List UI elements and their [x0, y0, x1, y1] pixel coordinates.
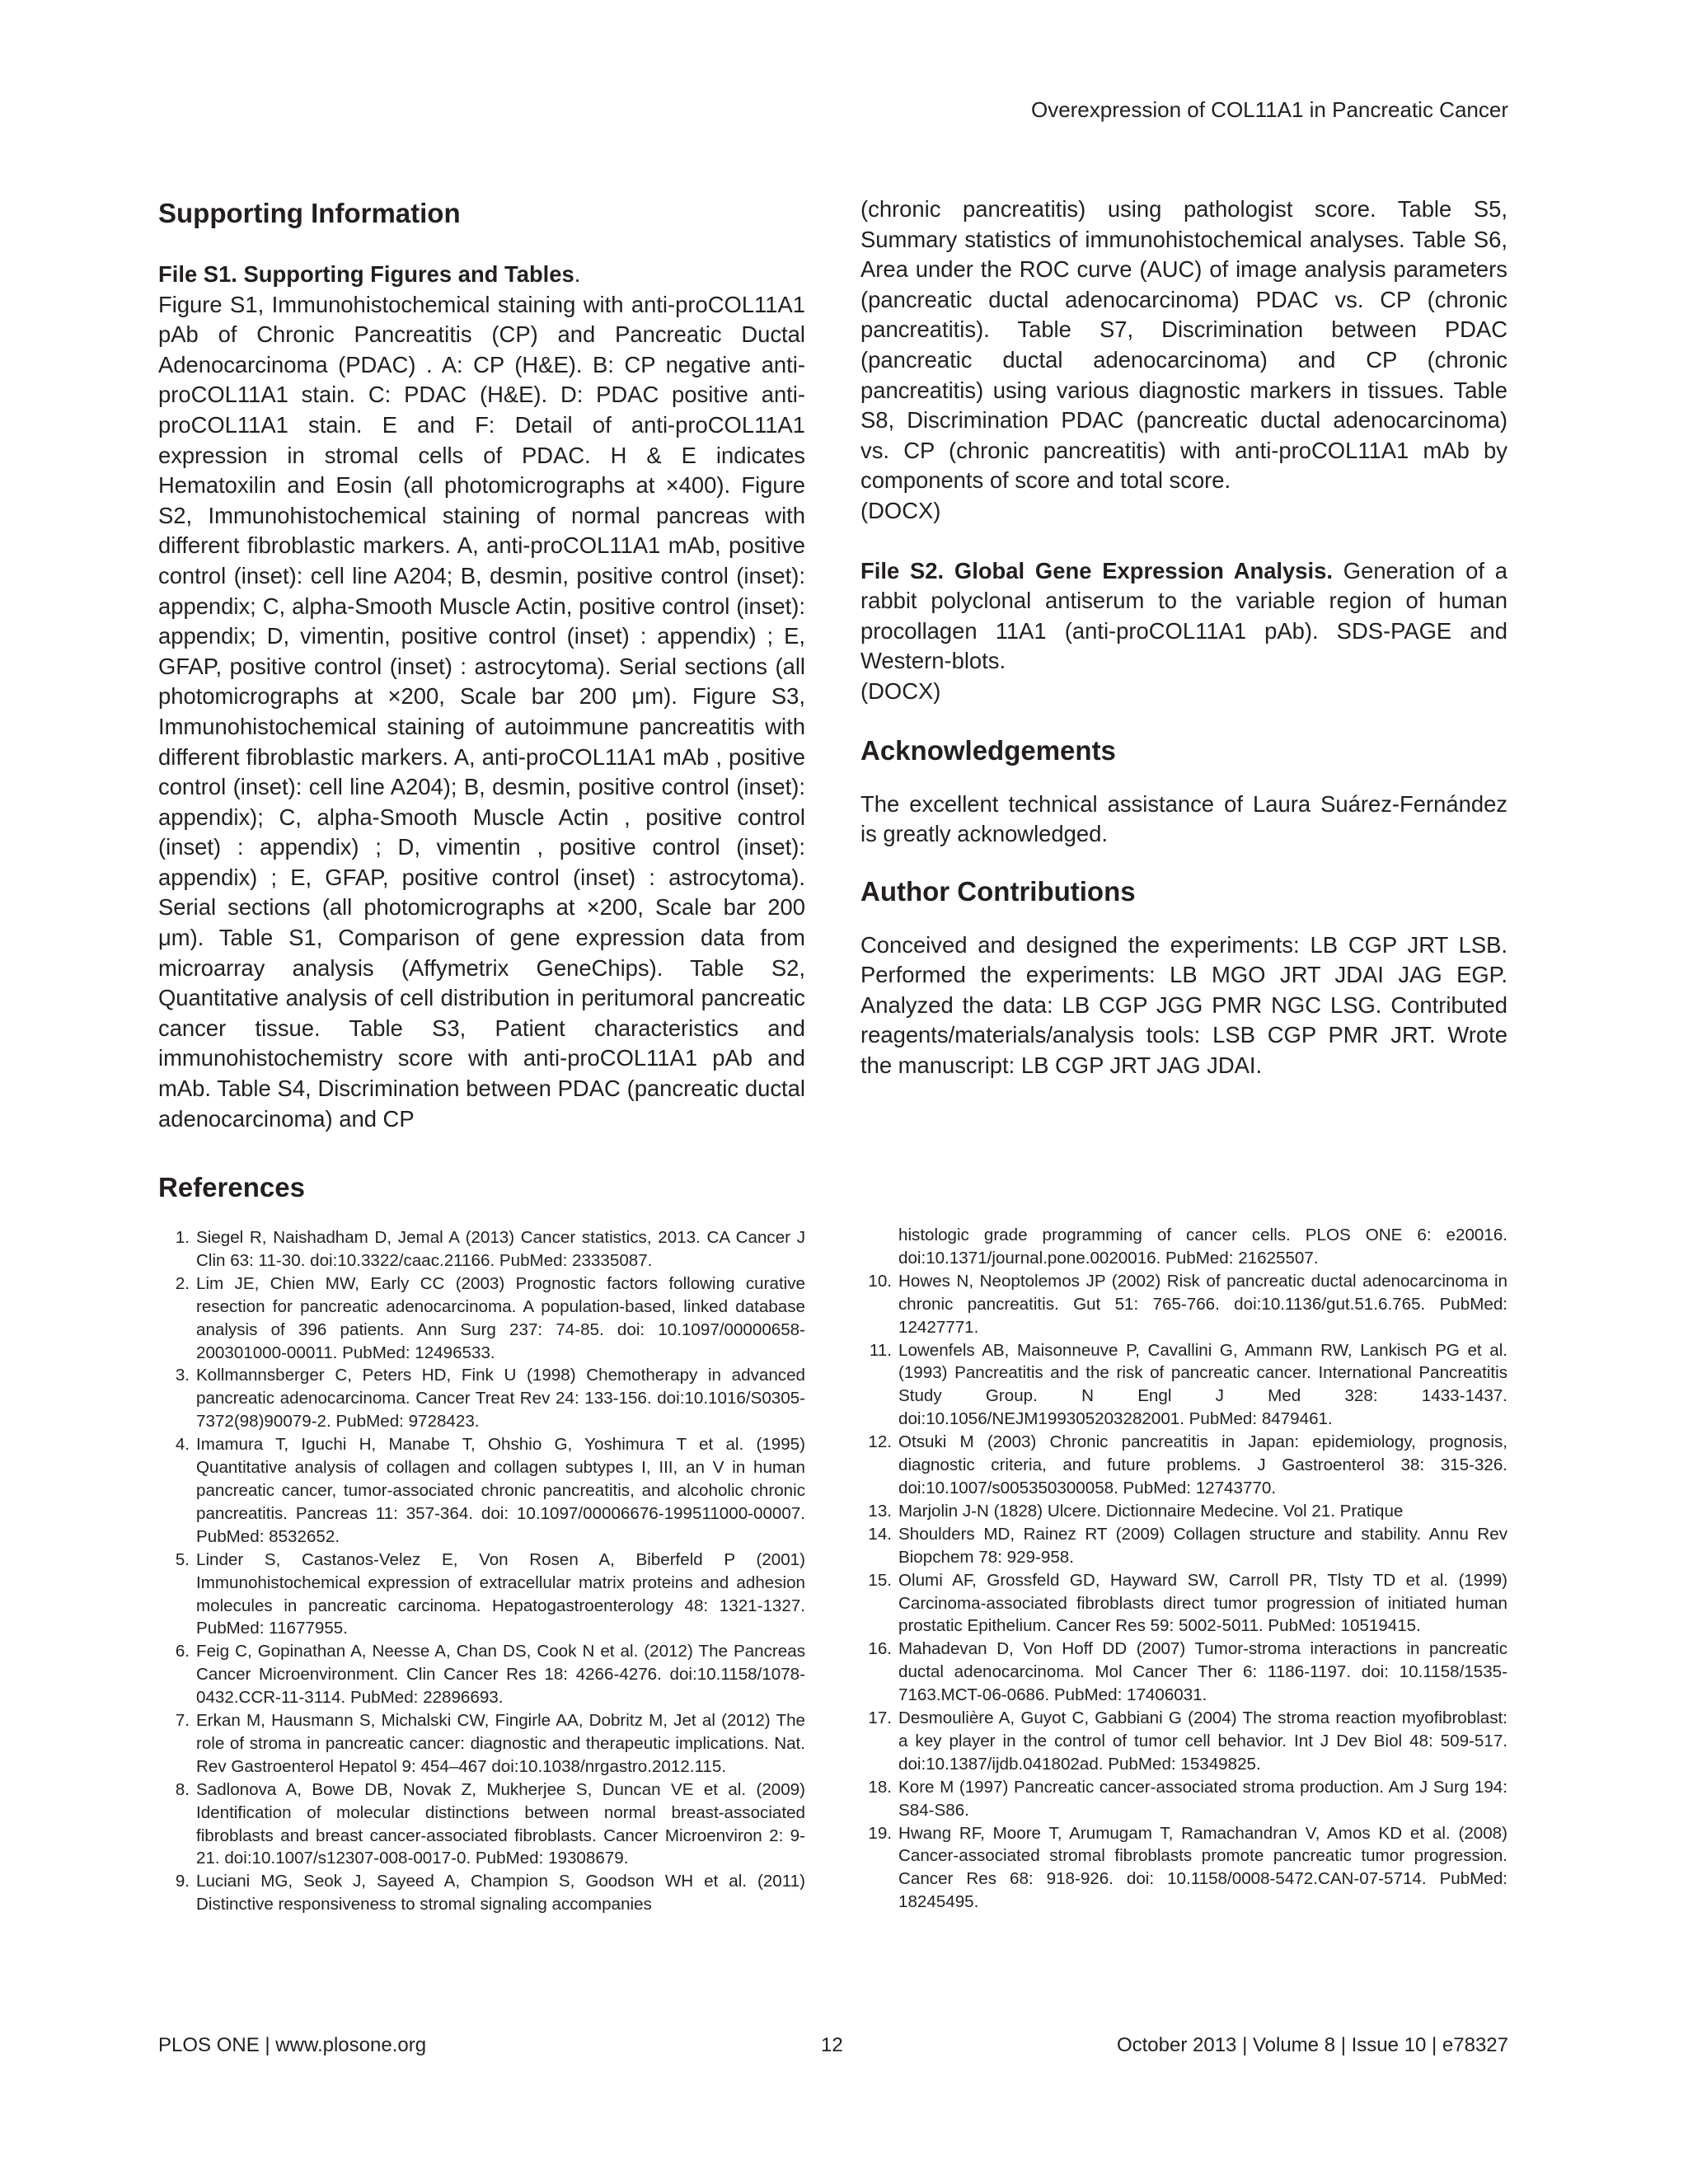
- reference-item: 4. Imamura T, Iguchi H, Manabe T, Ohshio G, Yoshimura T et al. (1995) Quantitative analysis of collagen and collagen subtypes I, III, an V in human pancreatic cancer, tumor-associated chronic pancreatitis, and alcoholic chronic pancreatitis. Pancreas 11: 357-364. doi: 10.1097/00006676-199511000-00007. PubMed: 8532652.: [175, 1435, 805, 1546]
- reference-item: 9. Luciani MG, Seok J, Sayeed A, Champion S, Goodson WH et al. (2011) Distinctive responsiveness to stromal signaling accompanies: [175, 1872, 805, 1915]
- reference-item: 6. Feig C, Gopinathan A, Neesse A, Chan DS, Cook N et al. (2012) The Pancreas Cancer Microenvironment. Clin Cancer Res 18: 4266-4276. doi:10.1158/1078-0432.CCR-11-3114. PubMed: 22896693.: [175, 1642, 805, 1708]
- reference-item: 3. Kollmannsberger C, Peters HD, Fink U (1998) Chemotherapy in advanced pancreatic adenocarcinoma. Cancer Treat Rev 24: 133-156. doi:10.1016/S0305-7372(98)90079-2. PubMed: 9728423.: [175, 1366, 805, 1432]
- file-s2-title: File S2. Global Gene Expression Analysis.: [860, 557, 1333, 583]
- reference-item: 13. Marjolin J-N (1828) Ulcere. Dictionnaire Medecine. Vol 21. Pratique: [868, 1501, 1404, 1521]
- references-list-left: [158, 1226, 805, 1916]
- reference-item: 12. Otsuki M (2003) Chronic pancreatitis in Japan: epidemiology, prognosis, diagnostic criteria, and future problems. J Gastroenterol 38: 315-326. doi:10.1007/s005350300058. PubMed: 12743770.: [868, 1432, 1507, 1497]
- file-s2-paragraph: [860, 556, 1507, 707]
- reference-item: 11. Lowenfels AB, Maisonneuve P, Cavallini G, Ammann RW, Lankisch PG et al. (1993) Pancreatitis and the risk of pancreatic cancer. International Pancreatitis Study Group. N Engl J Med 328: 1433-1437. doi:10.1056/NEJM199305203282001. PubMed: 8479461.: [869, 1340, 1507, 1429]
- running-header: Overexpression of COL11A1 in Pancreatic Cancer: [1030, 97, 1508, 122]
- footer-journal: PLOS ONE | www.plosone.org: [158, 2034, 427, 2056]
- file-s1-paragraph: File S1. Supporting Figures and Tables. Figure S1, Immunohistochemical staining with anti-proCOL11A1 pAb of Chronic Pancreatitis (CP) and Pancreatic Ductal Adenocarcinoma (PDAC) . A: CP (H&E). B: CP negative anti-proCOL11A1 stain. C: PDAC (H&E). D: PDAC positive anti-proCOL11A1 stain. E and F: Detail of anti-proCOL11A1 expression in stromal cells of PDAC. H & E indicates Hematoxilin and Eosin (all photomicrographs at ×400). Figure S2, Immunohistochemical staining of normal pancreas with different fibroblastic markers. A, anti-proCOL11A1 mAb, positive control (inset): cell line A204; B, desmin, positive control (inset): appendix; C, alpha-Smooth Muscle Actin, positive control (inset): appendix; D, vimentin, positive control (inset) : appendix) ; E, GFAP, positive control (inset) : astrocytoma). Serial sections (all photomicrographs at ×200, Scale bar 200 μm). Figure S3, Immunohistochemical staining of autoimmune pancreatitis with different fibroblastic markers. A, anti-proCOL11A1 mAb , positive control (inset): cell line A204); B, desmin, positive control (inset): appendix); C, alpha-Smooth Muscle Actin , positive control (inset) : appendix) ; D, vimentin , positive control (inset): appendix) ; E, GFAP, positive control (inset) : astrocytoma). Serial sections (all photomicrographs at ×200, Scale bar 200 μm). Table S1, Comparison of gene expression data from microarray analysis (Affymetrix GeneChips). Table S2, Quantitative analysis of cell distribution in peritumoral pancreatic cancer tissue. Table S3, Patient characteristics and immunohistochemistry score with anti-proCOL11A1 pAb and mAb. Table S4, Discrimination between PDAC (pancreatic ductal adenocarcinoma) and CP: [158, 261, 805, 1132]
- file-s1-title: File S1. Supporting Figures and Tables: [158, 261, 574, 287]
- file-s1-description-cont: (chronic pancreatitis) using pathologist score. Table S5, Summary statistics of immunohistochemical analyses. Table S6, Area under the ROC curve (AUC) of image analysis parameters (pancreatic ductal adenocarcinoma) PDAC vs. CP (chronic pancreatitis). Table S7, Discrimination between PDAC (pancreatic ductal adenocarcinoma) and CP (chronic pancreatitis) using various diagnostic markers in tissues. Table S8, Discrimination PDAC (pancreatic ductal adenocarcinoma) vs. CP (chronic pancreatitis) with anti-proCOL11A1 mAb by components of score and total score.: [860, 196, 1507, 494]
- reference-item: 2. Lim JE, Chien MW, Early CC (2003) Prognostic factors following curative resection for pancreatic adenocarcinoma. A population-based, linked database analysis of 396 patients. Ann Surg 237: 74-85. doi: 10.1097/00000658-200301000-00011. PubMed: 12496533.: [175, 1273, 805, 1362]
- reference-item: 7. Erkan M, Hausmann S, Michalski CW, Fingirle AA, Dobritz M, Jet al (2012) The role of stroma in pancreatic cancer: diagnostic and therapeutic implications. Nat. Rev Gastroenterol Hepatol 9: 454–467 doi:10.1038/nrgastro.2012.115.: [175, 1711, 805, 1776]
- left-column: [158, 194, 805, 1134]
- reference-item: 19. Hwang RF, Moore T, Arumugam T, Ramachandran V, Amos KD et al. (2008) Cancer-associated stromal fibroblasts promote pancreatic tumor progression. Cancer Res 68: 918-926. doi: 10.1158/0008-5472.CAN-07-5714. PubMed: 18245495.: [868, 1823, 1507, 1912]
- file-s2-description: Generation of a rabbit polyclonal antiserum to the variable region of human procollagen 11A1 (anti-proCOL11A1 pAb). SDS-PAGE and Western-blots.: [860, 557, 1507, 674]
- footer-issue: October 2013 | Volume 8 | Issue 10 | e78327: [1116, 2034, 1508, 2056]
- reference-item: 18. Kore M (1997) Pancreatic cancer-associated stroma production. Am J Surg 194: S84-S86.: [868, 1777, 1507, 1820]
- acknowledgements-text: The excellent technical assistance of Laura Suárez-Fernández is greatly acknowledged.: [860, 790, 1507, 847]
- reference-item: 8. Sadlonova A, Bowe DB, Novak Z, Mukherjee S, Duncan VE et al. (2009) Identification of molecular distinctions between normal breast-associated fibroblasts and breast cancer-associated fibroblasts. Cancer Microenviron 2: 9-21. doi:10.1007/s12307-008-0017-0. PubMed: 19308679.: [175, 1779, 805, 1868]
- file-s1-continuation: [860, 194, 1507, 527]
- references-heading: References: [158, 1172, 305, 1202]
- file-s1-format: (DOCX): [860, 497, 941, 523]
- acknowledgements-heading: Acknowledgements: [860, 734, 1116, 766]
- supporting-information-heading: Supporting Information: [158, 198, 461, 228]
- footer-page-number: 12: [821, 2034, 843, 2056]
- reference-item: 15. Olumi AF, Grossfeld GD, Hayward SW, Carroll PR, Tlsty TD et al. (1999) Carcinoma-associated fibroblasts direct tumor progression of initiated human prostatic Epithelium. Cancer Res 59: 5002-5011. PubMed: 10519415.: [868, 1570, 1507, 1636]
- reference-item: 5. Linder S, Castanos-Velez E, Von Rosen A, Biberfeld P (2001) Immunohistochemical expression of extracellular matrix proteins and adhesion molecules in pancreatic carcinoma. Hepatogastroenterology 48: 1321-1327. PubMed: 11677955.: [175, 1549, 805, 1638]
- file-s2-format: (DOCX): [860, 677, 941, 704]
- reference-item: 14. Shoulders MD, Rainez RT (2009) Collagen structure and stability. Annu Rev Biopchem 78: 929-958.: [868, 1524, 1507, 1567]
- reference-item: 10. Howes N, Neoptolemos JP (2002) Risk of pancreatic ductal adenocarcinoma in chronic pancreatitis. Gut 51: 765-766. doi:10.1136/gut.51.6.765. PubMed: 12427771.: [868, 1271, 1507, 1337]
- reference-item: 17. Desmoulière A, Guyot C, Gabbiani G (2004) The stroma reaction myofibroblast: a key player in the control of tumor cell behavior. Int J Dev Biol 48: 509-517. doi:10.1387/ijdb.041802ad. PubMed: 15349825.: [868, 1708, 1507, 1774]
- file-s1-description: Figure S1, Immunohistochemical staining with anti-proCOL11A1 pAb of Chronic Pancreatitis (CP) and Pancreatic Ductal Adenocarcinoma (PDAC) . A: CP (H&E). B: CP negative anti-proCOL11A1 stain. C: PDAC (H&E). D: PDAC positive anti-proCOL11A1 stain. E and F: Detail of anti-proCOL11A1 expression in stromal cells of PDAC. H & E indicates Hematoxilin and Eosin (all photomicrographs at ×400). Figure S2, Immunohistochemical staining of normal pancreas with different fibroblastic markers. A, anti-proCOL11A1 mAb, positive control (inset): cell line A204; B, desmin, positive control (inset): appendix; C, alpha-Smooth Muscle Actin, positive control (inset): appendix; D, vimentin, positive control (inset) : appendix) ; E, GFAP, positive control (inset) : astrocytoma). Serial sections (all photomicrographs at ×200, Scale bar 200 μm). Figure S3, Immunohistochemical staining of autoimmune pancreatitis with different fibroblastic markers. A, anti-proCOL11A1 mAb , positive control (inset): cell line A204); B, desmin, positive control (inset): appendix); C, alpha-Smooth Muscle Actin , positive control (inset) : appendix) ; D, vimentin , positive control (inset): appendix) ; E, GFAP, positive control (inset) : astrocytoma). Serial sections (all photomicrographs at ×200, Scale bar 200 μm). Table S1, Comparison of gene expression data from microarray analysis (Affymetrix GeneChips). Table S2, Quantitative analysis of cell distribution in peritumoral pancreatic cancer tissue. Table S3, Patient characteristics and immunohistochemistry score with anti-proCOL11A1 pAb and mAb. Table S4, Discrimination between PDAC (pancreatic ductal adenocarcinoma) and CP: [158, 291, 805, 1132]
- reference-item: 1. Siegel R, Naishadham D, Jemal A (2013) Cancer statistics, 2013. CA Cancer J Clin 63: 11-30. doi:10.3322/caac.21166. PubMed: 23335087.: [175, 1228, 805, 1270]
- author-contributions-heading: Author Contributions: [860, 875, 1136, 907]
- reference-item: 16. Mahadevan D, Von Hoff DD (2007) Tumor-stroma interactions in pancreatic ductal adenocarcinoma. Mol Cancer Ther 6: 1186-1197. doi: 10.1158/1535-7163.MCT-06-0686. PubMed: 17406031.: [868, 1639, 1507, 1705]
- right-column: [860, 194, 1507, 1081]
- references-list-right: [860, 1224, 1507, 1914]
- author-contributions-text: Conceived and designed the experiments: LB CGP JRT LSB. Performed the experiments: LB MGO JRT JDAI JAG EGP. Analyzed the data: LB CGP JGG PMR NGC LSG. Contributed reagents/materials/analysis tools: LSB CGP PMR JRT. Wrote the manuscript: LB CGP JRT JAG JDAI.: [860, 931, 1507, 1079]
- reference-continuation: histologic grade programming of cancer cells. PLOS ONE 6: e20016. doi:10.1371/journal.pone.0020016. PubMed: 21625507.: [898, 1226, 1507, 1268]
